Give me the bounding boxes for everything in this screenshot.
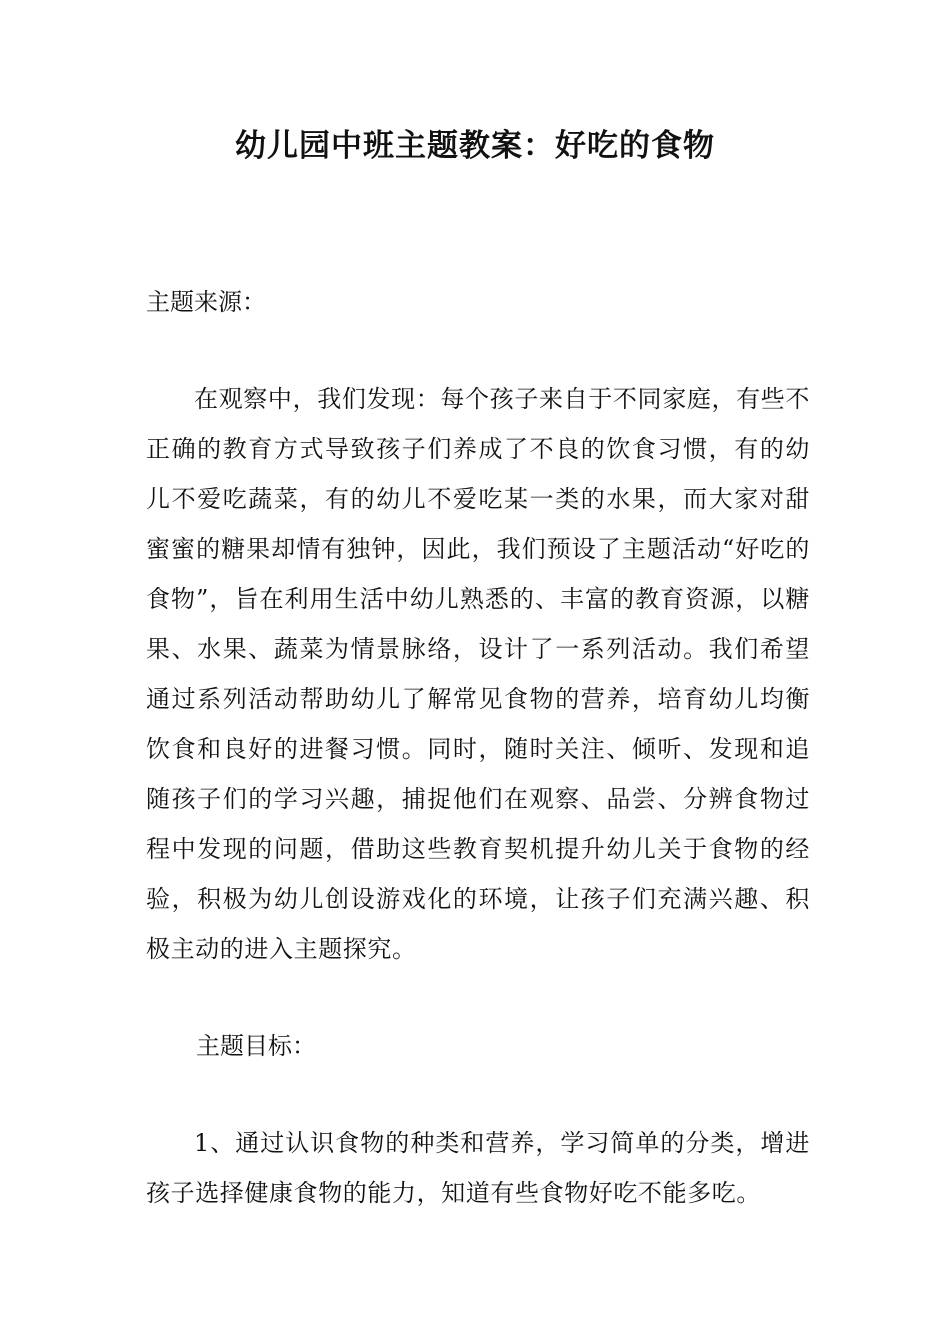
goal-heading: 主题目标： (196, 1032, 316, 1060)
source-paragraph: 在观察中，我们发现：每个孩子来自于不同家庭，有些不正确的教育方式导致孩子们养成了不良的饮食习惯，有的幼儿不爱吃蔬菜，有的幼儿不爱吃某一类的水果，而大家对甜蜜蜜的糖果却情有独钟，因此，我们预设了主题活动“好吃的食物”，旨在利用生活中幼儿熟悉的、丰富的教育资源，以糖果、水果、蔬菜为情景脉络，设计了一系列活动。我们希望通过系列活动帮助幼儿了解常见食物的营养，培育幼儿均衡饮食和良好的进餐习惯。同时，随时关注、倾听、发现和追随孩子们的学习兴趣，捕捉他们在观察、品尝、分辨食物过程中发现的问题，借助这些教育契机提升幼儿关于食物的经验，积极为幼儿创设游戏化的环境，让孩子们充满兴趣、积极主动的进入主题探究。 (146, 385, 810, 963)
document-title: 幼儿园中班主题教案：好吃的食物 (235, 128, 715, 164)
source-heading: 主题来源： (146, 288, 266, 316)
goal-item-1: 1、通过认识食物的种类和营养，学习简单的分类，增进孩子选择健康食物的能力，知道有些食物好吃不能多吃。 (146, 1129, 810, 1207)
